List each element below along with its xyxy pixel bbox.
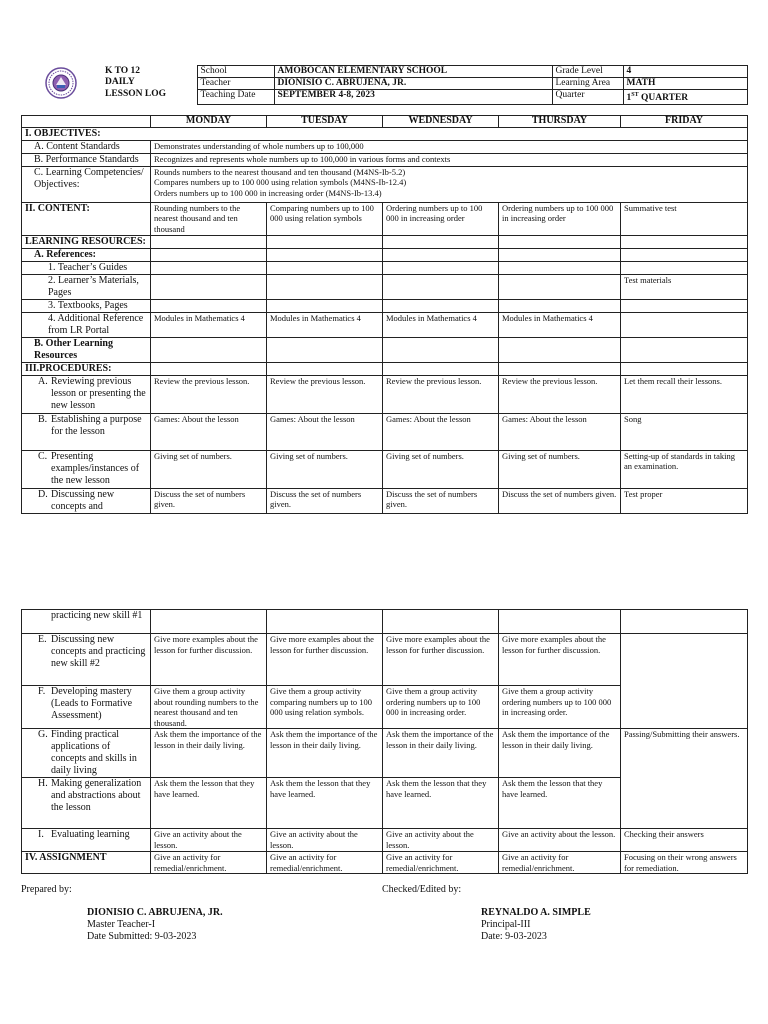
procedure-c-cell: Setting-up of standards in taking an examination. [621, 450, 748, 488]
lesson-log-table-continued [21, 609, 748, 874]
procedure-c-label: C. Presenting examples/instances of the new lesson [22, 450, 151, 488]
area-value: MATH [623, 78, 747, 90]
procedure-a-cell: Review the previous lesson. [151, 375, 267, 413]
header-table [21, 65, 748, 105]
content-standards-text: Demonstrates understanding of whole numbers up to 100,000 [151, 140, 748, 153]
prepared-by-date: Date Submitted: 9-03-2023 [87, 931, 197, 942]
procedure-b-label: B. Establishing a purpose for the lesson [22, 413, 151, 450]
procedure-c-cell: Giving set of numbers. [499, 450, 621, 488]
checked-by-date: Date: 9-03-2023 [481, 931, 547, 942]
procedure-e-cell: Give more examples about the lesson for further discussion. [267, 634, 383, 686]
lr-portal-cell [621, 312, 748, 337]
procedure-g-cell: Ask them the importance of the lesson in their daily living. [383, 729, 499, 778]
competency-item: Orders numbers up to 100 000 in increasing order (M4NS-Ib-13.4) [154, 187, 382, 198]
content-cell: Comparing numbers up to 100 000 using relation symbols [267, 202, 383, 235]
procedure-d-label: D. Discussing new concepts and [22, 488, 151, 513]
content-cell: Summative test [621, 202, 748, 235]
procedure-e-cell: Give more examples about the lesson for further discussion. [151, 634, 267, 686]
content-cell: Ordering numbers up to 100 000 in increasing order [499, 202, 621, 235]
procedure-g-label: G. Finding practical applications of concepts and skills in daily living [22, 729, 151, 778]
lr-portal-cell: Modules in Mathematics 4 [151, 312, 267, 337]
deped-seal [21, 66, 101, 105]
prepared-by-block [87, 907, 223, 943]
day-header: FRIDAY [621, 116, 748, 128]
assignment-cell: Give an activity for remedial/enrichment. [383, 852, 499, 874]
procedure-a-cell: Let them recall their lessons. [621, 375, 748, 413]
procedure-g-cell: Ask them the importance of the lesson in their daily living. [151, 729, 267, 778]
competency-item: Compares numbers up to 100 000 using relation symbols (M4NS-Ib-12.4) [154, 177, 407, 187]
checked-by-title: Principal-III [481, 919, 531, 930]
school-value: AMOBOCAN ELEMENTARY SCHOOL [274, 66, 552, 78]
procedure-d-cell: Discuss the set of numbers given. [267, 488, 383, 513]
deped-seal-icon [45, 67, 77, 99]
assignment-cell: Give an activity for remedial/enrichment. [499, 852, 621, 874]
procedures-heading: III.PROCEDURES: [22, 362, 151, 375]
procedure-b-cell: Song [621, 413, 748, 450]
procedure-e-cell: Give more examples about the lesson for further discussion. [383, 634, 499, 686]
references-label: A. References: [22, 248, 151, 261]
procedure-h-cell: Ask them the lesson that they have learned. [499, 778, 621, 829]
log-title-line: LESSON LOG [105, 88, 166, 99]
procedure-b-cell: Games: About the lesson [383, 413, 499, 450]
log-title-line: DAILY [105, 77, 135, 87]
lesson-log-table [21, 115, 748, 514]
procedure-h-label: H. Making generalization and abstractions about the lesson [22, 778, 151, 829]
date-value: SEPTEMBER 4-8, 2023 [274, 90, 552, 105]
day-header: WEDNESDAY [383, 116, 499, 128]
procedure-i-cell: Checking their answers [621, 829, 748, 852]
assignment-cell: Focusing on their wrong answers for remediation. [621, 852, 748, 874]
procedure-h-cell: Ask them the lesson that they have learned. [151, 778, 267, 829]
quarter-label: Quarter [552, 90, 623, 105]
grade-value: 4 [623, 66, 747, 78]
textbooks-label: 3. Textbooks, Pages [22, 299, 151, 312]
procedure-g-h-friday: Passing/Submitting their answers. [621, 729, 748, 829]
prepared-by-label: Prepared by: [21, 884, 72, 895]
other-resources-label: B. Other Learning Resources [22, 337, 151, 362]
procedure-e-f-friday [621, 634, 748, 729]
procedure-e-cell: Give more examples about the lesson for further discussion. [499, 634, 621, 686]
procedure-c-cell: Giving set of numbers. [383, 450, 499, 488]
content-standards-label: A. Content Standards [22, 140, 151, 153]
procedure-b-cell: Games: About the lesson [151, 413, 267, 450]
procedure-b-cell: Games: About the lesson [267, 413, 383, 450]
quarter-value: 1ST QUARTER [623, 90, 747, 105]
competencies-text [151, 166, 748, 202]
procedure-h-cell: Ask them the lesson that they have learned. [383, 778, 499, 829]
learners-materials-friday: Test materials [621, 274, 748, 299]
lr-portal-label: 4. Additional Reference from LR Portal [22, 312, 151, 337]
prepared-by-title: Master Teacher-I [87, 919, 156, 930]
procedure-a-cell: Review the previous lesson. [383, 375, 499, 413]
procedure-f-cell: Give them a group activity about rounding numbers to the nearest thousand and ten thousand. [151, 686, 267, 729]
procedure-h-cell: Ask them the lesson that they have learned. [267, 778, 383, 829]
day-header: MONDAY [151, 116, 267, 128]
procedure-f-cell: Give them a group activity comparing numbers up to 100 000 using relation symbols. [267, 686, 383, 729]
procedure-i-cell: Give an activity about the lesson. [267, 829, 383, 852]
performance-standards-text: Recognizes and represents whole numbers up to 100,000 in various forms and contexts [151, 153, 748, 166]
resources-heading: LEARNING RESOURCES: [22, 235, 151, 248]
content-cell: Rounding numbers to the nearest thousand and ten thousand [151, 202, 267, 235]
procedure-g-cell: Ask them the importance of the lesson in their daily living. [267, 729, 383, 778]
date-label: Teaching Date [197, 90, 274, 105]
procedure-b-cell: Games: About the lesson [499, 413, 621, 450]
competency-item: Rounds numbers to the nearest thousand and ten thousand (M4NS-Ib-5.2) [154, 166, 406, 177]
competencies-label: C. Learning Competencies/ Objectives: [22, 166, 151, 202]
day-header: TUESDAY [267, 116, 383, 128]
content-heading: II. CONTENT: [22, 202, 151, 235]
learners-materials-label: 2. Learner’s Materials, Pages [22, 274, 151, 299]
teachers-guides-label: 1. Teacher’s Guides [22, 261, 151, 274]
lr-portal-cell: Modules in Mathematics 4 [383, 312, 499, 337]
area-label: Learning Area [552, 78, 623, 90]
procedure-d-cell: Test proper [621, 488, 748, 513]
day-header: THURSDAY [499, 116, 621, 128]
corner-cell [22, 116, 151, 128]
checked-by-label: Checked/Edited by: [382, 884, 462, 895]
assignment-heading: IV. ASSIGNMENT [22, 852, 151, 874]
lr-portal-cell: Modules in Mathematics 4 [499, 312, 621, 337]
procedure-c-cell: Giving set of numbers. [267, 450, 383, 488]
procedure-d-cell: Discuss the set of numbers given. [499, 488, 621, 513]
log-title [101, 66, 197, 105]
procedure-a-cell: Review the previous lesson. [499, 375, 621, 413]
objectives-heading: I. OBJECTIVES: [22, 127, 748, 140]
prepared-by-name: DIONISIO C. ABRUJENA, JR. [87, 907, 223, 918]
checked-by-block [481, 907, 591, 943]
grade-label: Grade Level [552, 66, 623, 78]
school-label: School [197, 66, 274, 78]
assignment-cell: Give an activity for remedial/enrichment. [151, 852, 267, 874]
checked-by-name: REYNALDO A. SIMPLE [481, 907, 591, 918]
performance-standards-label: B. Performance Standards [22, 153, 151, 166]
procedure-a-cell: Review the previous lesson. [267, 375, 383, 413]
procedure-i-cell: Give an activity about the lesson. [151, 829, 267, 852]
content-cell: Ordering numbers up to 100 000 in increasing order [383, 202, 499, 235]
procedure-c-cell: Giving set of numbers. [151, 450, 267, 488]
procedure-d-cell: Discuss the set of numbers given. [151, 488, 267, 513]
procedure-f-label: F. Developing mastery (Leads to Formative Assessment) [22, 686, 151, 729]
procedure-d-label-continued: practicing new skill #1 [22, 610, 151, 634]
procedure-e-label: E. Discussing new concepts and practicing new skill #2 [22, 634, 151, 686]
teacher-value: DIONISIO C. ABRUJENA, JR. [274, 78, 552, 90]
log-title-line: K TO 12 [105, 65, 141, 76]
procedure-i-cell: Give an activity about the lesson. [383, 829, 499, 852]
procedure-i-label: I. Evaluating learning [22, 829, 151, 852]
assignment-cell: Give an activity for remedial/enrichment. [267, 852, 383, 874]
lr-portal-cell: Modules in Mathematics 4 [267, 312, 383, 337]
procedure-f-cell: Give them a group activity ordering numbers up to 100 000 in increasing order. [383, 686, 499, 729]
procedure-d-cell: Discuss the set of numbers given. [383, 488, 499, 513]
procedure-g-cell: Ask them the importance of the lesson in their daily living. [499, 729, 621, 778]
teacher-label: Teacher [197, 78, 274, 90]
procedure-i-cell: Give an activity about the lesson. [499, 829, 621, 852]
procedure-f-cell: Give them a group activity ordering numbers up to 100 000 in increasing order. [499, 686, 621, 729]
procedure-a-label: A. Reviewing previous lesson or presenting the new lesson [22, 375, 151, 413]
